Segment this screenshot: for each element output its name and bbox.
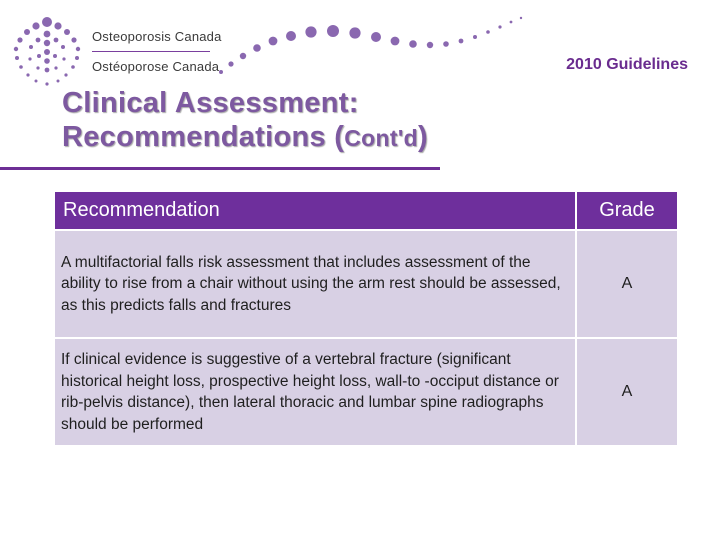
table-row [55, 229, 677, 337]
column-header-grade: Grade [575, 192, 677, 229]
table-row [55, 337, 677, 445]
title-underline [0, 167, 440, 170]
recommendations-table [55, 192, 677, 445]
org-name-divider [92, 51, 210, 52]
guidelines-label: 2010 Guidelines [566, 56, 688, 73]
org-name-french: Ostéoporose Canada [92, 59, 220, 74]
recommendation-cell: A multifactorial falls risk assessment that includes assessment of the ability to rise from a chair without using the arm rest should be assessed, as this predicts falls and fractures [55, 229, 575, 337]
osteoporosis-canada-logo-icon [8, 12, 86, 90]
title-close-paren: ) [417, 121, 428, 153]
recommendation-cell: If clinical evidence is suggestive of a vertebral fracture (significant historical height loss, prospective height loss, wall-to -occiput distance or rib-pelvis distance), then lateral thoracic and lumbar spine radiographs should be performed [55, 337, 575, 445]
column-header-recommendation: Recommendation [55, 192, 575, 229]
title-line-1: Clinical Assessment: [62, 87, 359, 119]
org-name-english: Osteoporosis Canada [92, 29, 222, 44]
decorative-dot-arc-icon [215, 10, 535, 85]
page-title [62, 86, 428, 155]
grade-cell: A [575, 229, 677, 337]
title-contd: Cont'd [344, 125, 418, 151]
title-line-2: Recommendations ( [62, 121, 345, 153]
grade-cell: A [575, 337, 677, 445]
table-header-row [55, 192, 677, 229]
